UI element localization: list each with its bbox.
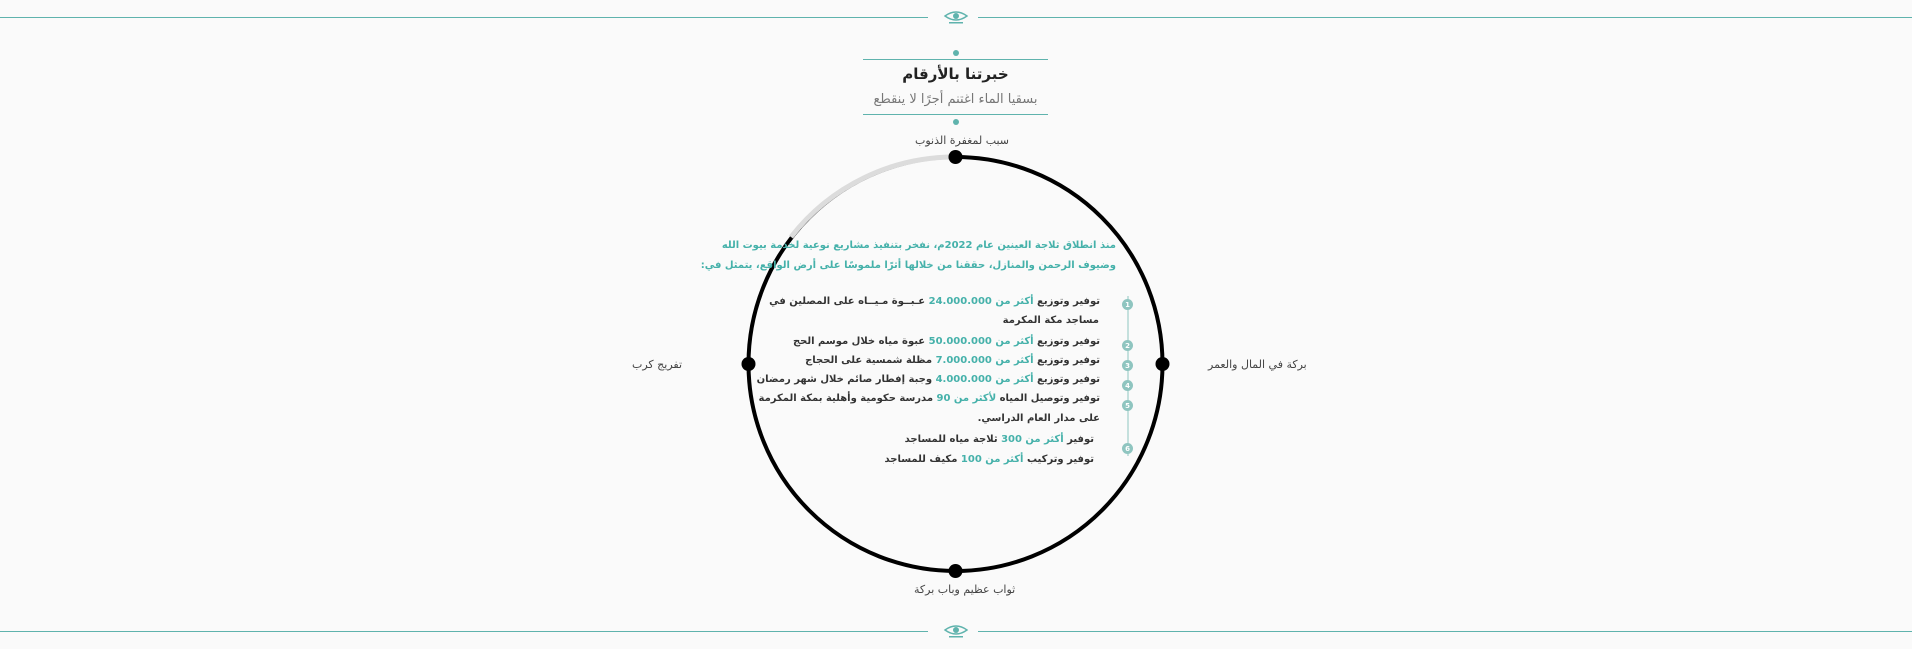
list-number-badge: 6: [1122, 443, 1133, 454]
intro-paragraph: [700, 236, 1116, 276]
node-top-marker: [949, 150, 963, 164]
list-item: توفير أكثر من 300 ثلاجة مياه للمساجد: [904, 434, 1094, 445]
list-connector-line: [1126, 296, 1130, 456]
list-number-badge: 4: [1122, 380, 1133, 391]
stats-list: [756, 296, 1100, 476]
section-subtitle: بسقيا الماء اغتنم أجرًا لا ينقطع: [873, 92, 1038, 107]
intro-line-1: منذ انطلاق ثلاجة العينين عام 2022م، نفخر بتنفيذ مشاريع نوعية لخدمة بيوت الله: [721, 240, 1116, 251]
node-top-label: سبب لمغفرة الذنوب: [915, 134, 1010, 147]
list-item: توفير وتركيب أكثر من 100 مكيف للمساجد: [884, 454, 1094, 465]
section-title: خبرتنا بالأرقام: [902, 65, 1009, 83]
list-item: توفير وتوزيع أكثر من 50.000.000 عبوة مياه خلال موسم الحج: [792, 336, 1100, 347]
list-item: توفير وتوزيع أكثر من 7.000.000 مظلة شمسية على الحجاج: [805, 355, 1100, 366]
intro-line-2: وضيوف الرحمن والمنازل، حققنا من خلالها أثرًا ملموسًا على أرض الواقع، يتمثل في:: [700, 260, 1116, 271]
list-item: توفير وتوزيع أكثر من 24.000.000 عـبــوة مـيــاه على المصلين في: [769, 296, 1100, 307]
list-number-badge: 2: [1122, 340, 1133, 351]
list-item-continuation: على مدار العام الدراسي.: [977, 413, 1100, 424]
list-item: توفير وتوصيل المياه لأكثر من 90 مدرسة حكومية وأهلية بمكة المكرمة: [758, 393, 1100, 404]
node-bottom-marker: [949, 564, 963, 578]
node-right-label: بركة في المال والعمر: [1208, 358, 1307, 371]
list-item-continuation: مساجد مكة المكرمة: [1002, 315, 1099, 326]
node-right-marker: [1156, 357, 1170, 371]
list-number-badge: 3: [1122, 360, 1133, 371]
list-number-badge: 5: [1122, 400, 1133, 411]
node-left-label: تفريج كرب: [632, 358, 683, 371]
node-left-marker: [742, 357, 756, 371]
list-item: توفير وتوزيع أكثر من 4.000.000 وجبة إفطار صائم خلال شهر رمضان: [756, 374, 1100, 385]
list-number-badge: 1: [1122, 299, 1133, 310]
node-bottom-label: ثواب عظيم وباب بركة: [914, 583, 1016, 596]
ring-gap-arc: [791, 157, 956, 237]
